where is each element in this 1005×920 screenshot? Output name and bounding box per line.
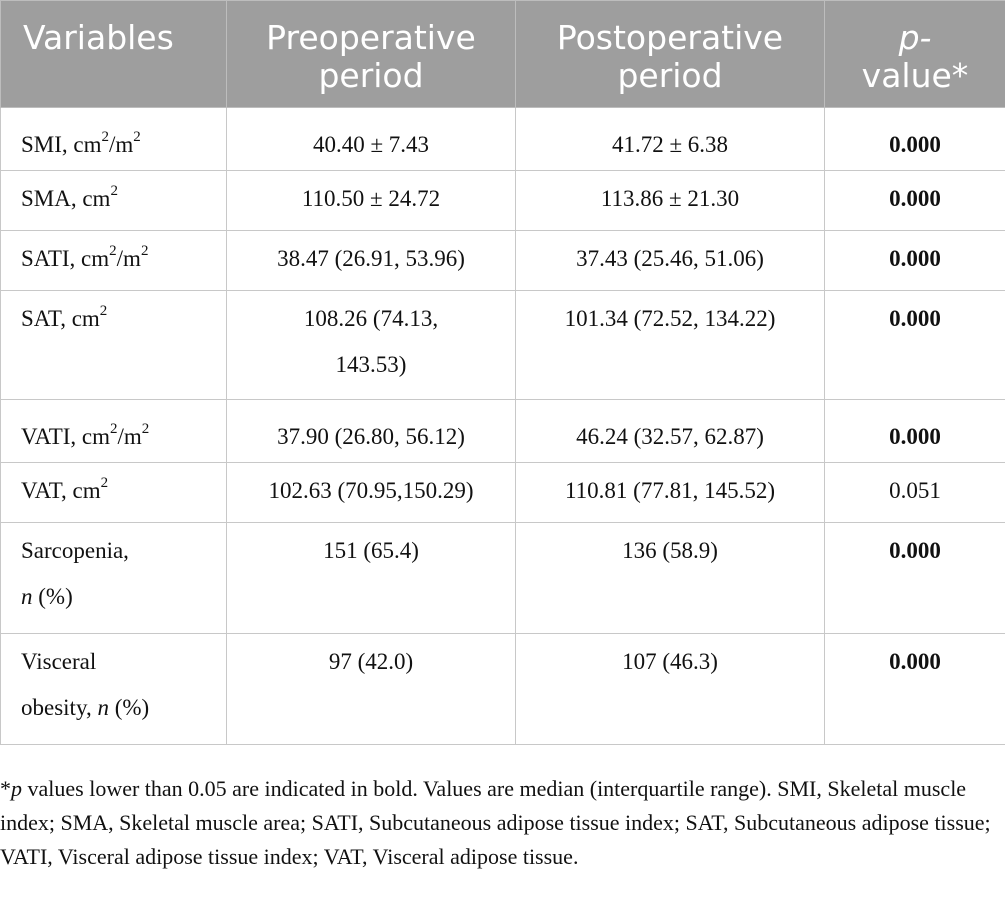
- table-row: [1, 231, 1005, 291]
- row-label: SATI, $cm^2/m^2$: [1, 231, 227, 291]
- row-label: SAT, $cm^2$: [1, 291, 227, 400]
- p-value: 0.000: [825, 108, 1005, 171]
- p-value: 0.000: [825, 400, 1005, 463]
- post-value: 37.43 (25.46, 51.06): [516, 231, 825, 291]
- row-label: SMA, $cm^2$: [1, 171, 227, 231]
- pre-value: 37.90 (26.80, 56.12): [227, 400, 516, 463]
- header-variables: Variables: [1, 1, 227, 108]
- pre-value: 102.63 (70.95,150.29): [227, 463, 516, 523]
- table-row: [1, 523, 1005, 634]
- table-row: [1, 291, 1005, 400]
- table-row: [1, 463, 1005, 523]
- pre-value: 40.40 ± 7.43: [227, 108, 516, 171]
- row-label: SMI, $cm^2/m^2$: [1, 108, 227, 171]
- p-value: 0.000: [825, 523, 1005, 634]
- pre-value: 38.47 (26.91, 53.96): [227, 231, 516, 291]
- pre-value: 108.26 (74.13, 143.53): [227, 291, 516, 400]
- post-value: 107 (46.3): [516, 634, 825, 745]
- pre-value: 110.50 ± 24.72: [227, 171, 516, 231]
- post-value: 46.24 (32.57, 62.87): [516, 400, 825, 463]
- pre-value: 151 (65.4): [227, 523, 516, 634]
- table-header: [1, 1, 1005, 108]
- post-value: 113.86 ± 21.30: [516, 171, 825, 231]
- table-row: [1, 171, 1005, 231]
- row-label: Sarcopenia, n (%): [1, 523, 227, 634]
- table-row: [1, 108, 1005, 171]
- p-value: 0.000: [825, 291, 1005, 400]
- header-postoperative: Postoperative period: [516, 1, 825, 108]
- table-footnote: *p values lower than 0.05 are indicated in bold. Values are median (interquartile range). SMI, Skeletal muscle index; SMA, Skeletal muscle area; SATI, Subcutaneous adipose tissue index; SAT, Subcutaneous adipose tissue; VATI, Visceral adipose tissue index; VAT, Visceral adipose tissue.: [0, 776, 991, 869]
- pre-value: 97 (42.0): [227, 634, 516, 745]
- table-row: [1, 400, 1005, 463]
- p-value: 0.000: [825, 634, 1005, 745]
- row-label: VATI, $cm^2/m^2$: [1, 400, 227, 463]
- post-value: 41.72 ± 6.38: [516, 108, 825, 171]
- post-value: 101.34 (72.52, 134.22): [516, 291, 825, 400]
- p-value: 0.000: [825, 231, 1005, 291]
- row-label: VAT, $cm^2$: [1, 463, 227, 523]
- post-value: 110.81 (77.81, 145.52): [516, 463, 825, 523]
- header-row: [1, 1, 1005, 108]
- table-row: [1, 634, 1005, 745]
- p-value: 0.000: [825, 171, 1005, 231]
- post-value: 136 (58.9): [516, 523, 825, 634]
- p-value: 0.051: [825, 463, 1005, 523]
- table-body: [1, 108, 1005, 745]
- header-p-value: p- value*: [825, 1, 1005, 108]
- row-label: Visceral obesity, n (%): [1, 634, 227, 745]
- header-preoperative: Preoperative period: [227, 1, 516, 108]
